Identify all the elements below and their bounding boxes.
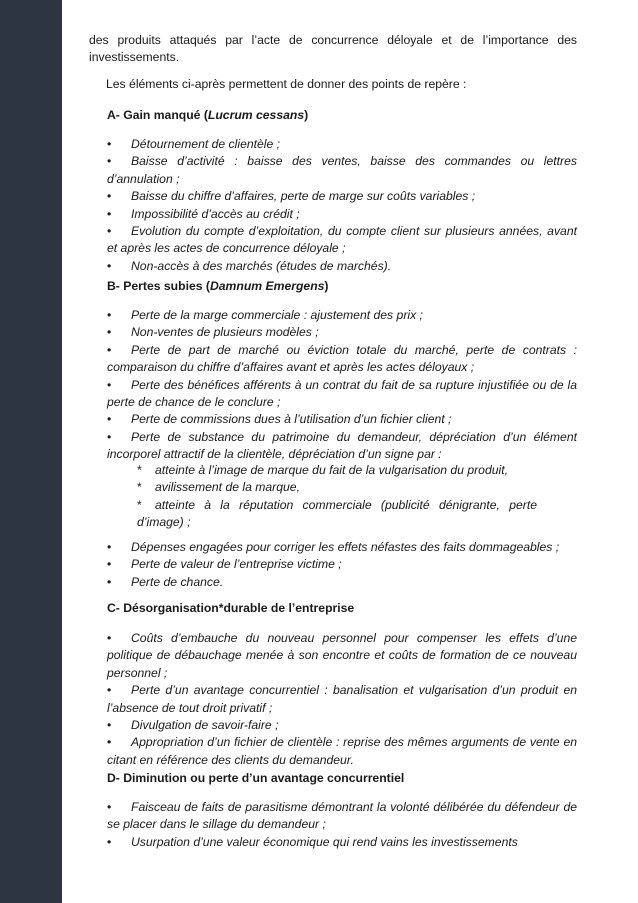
section-c-title: C- Désorganisation*durable de l’entreprise [107, 601, 355, 615]
list-item: • Faisceau de faits de parasitisme démontrant la volonté délibérée du défendeur de se placer dans le sillage du demandeur ; [107, 800, 577, 832]
list-item: • Perte de part de marché ou éviction totale du marché, perte de contrats : comparaison du chiffre d’affaires avant et après les actes déloyaux ; [107, 342, 577, 375]
section-d-title: D- Diminution ou perte d’un avantage concurrentiel [107, 771, 405, 785]
list-item: • Evolution du compte d’exploitation, du compte client sur plusieurs années, avant et après les actes de concurrence déloyale ; [107, 224, 577, 256]
dark-sidebar [0, 0, 62, 903]
list-item: • Usurpation d’une valeur économique qui rend vains les investissements [107, 834, 518, 849]
list-item: • Perte de chance. [107, 574, 224, 589]
list-item: • Détournement de clientèle ; [107, 137, 281, 151]
sub-item: * atteinte à la réputation commerciale (publicité dénigrante, perte d’image) ; [137, 497, 537, 530]
section-b-list [107, 307, 577, 464]
list-item: • Perte de la marge commerciale : ajustement des prix ; [107, 308, 423, 322]
list-item: • Perte d’un avantage concurrentiel : banalisation et vulgarisation d’un produit en l’absence de tout droit privatif ; [107, 683, 577, 715]
section-b [107, 278, 577, 295]
intro-paragraph: des produits attaqués par l’acte de concurrence déloyale et de l’importance des investissements. [89, 33, 577, 65]
section-b-title: B- Pertes subies (Damnum Emergens) [107, 279, 329, 293]
section-a-list [107, 136, 577, 275]
list-item: • Divulgation de savoir-faire ; [107, 718, 279, 733]
list-item: • Non-accès à des marchés (études de marchés). [107, 258, 392, 273]
sub-item: * avilissement de la marque, [137, 480, 300, 495]
list-item: • Baisse du chiffre d’affaires, perte de marge sur coûts variables ; [107, 189, 476, 204]
section-b-sublist [107, 462, 577, 532]
section-c [107, 600, 577, 617]
list-item: • Perte de commissions dues à l’utilisation d’un fichier client ; [107, 412, 452, 427]
lead-paragraph: Les éléments ci-après permettent de donner des points de repère : [106, 77, 467, 91]
list-item: • Impossibilité d’accès au crédit ; [107, 206, 300, 221]
list-item: • Perte des bénéfices afférents à un contrat du fait de sa rupture injustifiée ou de la perte de chance de le conclure ; [107, 377, 577, 410]
list-item: • Perte de valeur de l’entreprise victime ; [107, 557, 342, 572]
list-item: • Non-ventes de plusieurs modèles ; [107, 325, 319, 340]
section-b-list-after [107, 539, 577, 591]
list-item: • Coûts d’embauche du nouveau personnel pour compenser les effets d’une politique de débauchage menée à son encontre et coûts de formation de ce nouveau personnel ; [107, 631, 577, 680]
sub-item: * atteinte à l’image de marque du fait de la vulgarisation du produit, [137, 463, 508, 477]
list-item: • Baisse d’activité : baisse des ventes, baisse des commandes ou lettres d’annulation ; [107, 154, 577, 186]
list-item: • Dépenses engagées pour corriger les effets néfastes des faits dommageables ; [107, 540, 560, 554]
section-c-list [107, 630, 577, 769]
section-a-title: A- Gain manqué (Lucrum cessans) [107, 108, 309, 122]
list-item: • Appropriation d’un fichier de clientèle : reprise des mêmes arguments de vente en citant en référence des clients du demandeur. [107, 735, 577, 767]
section-a [107, 107, 577, 124]
section-d-list [107, 799, 577, 851]
section-d [107, 770, 577, 787]
list-item: • Perte de substance du patrimoine du demandeur, dépréciation d’un élément incorporel attractif de la clientèle, dépréciation d’un signe par : [107, 429, 577, 462]
